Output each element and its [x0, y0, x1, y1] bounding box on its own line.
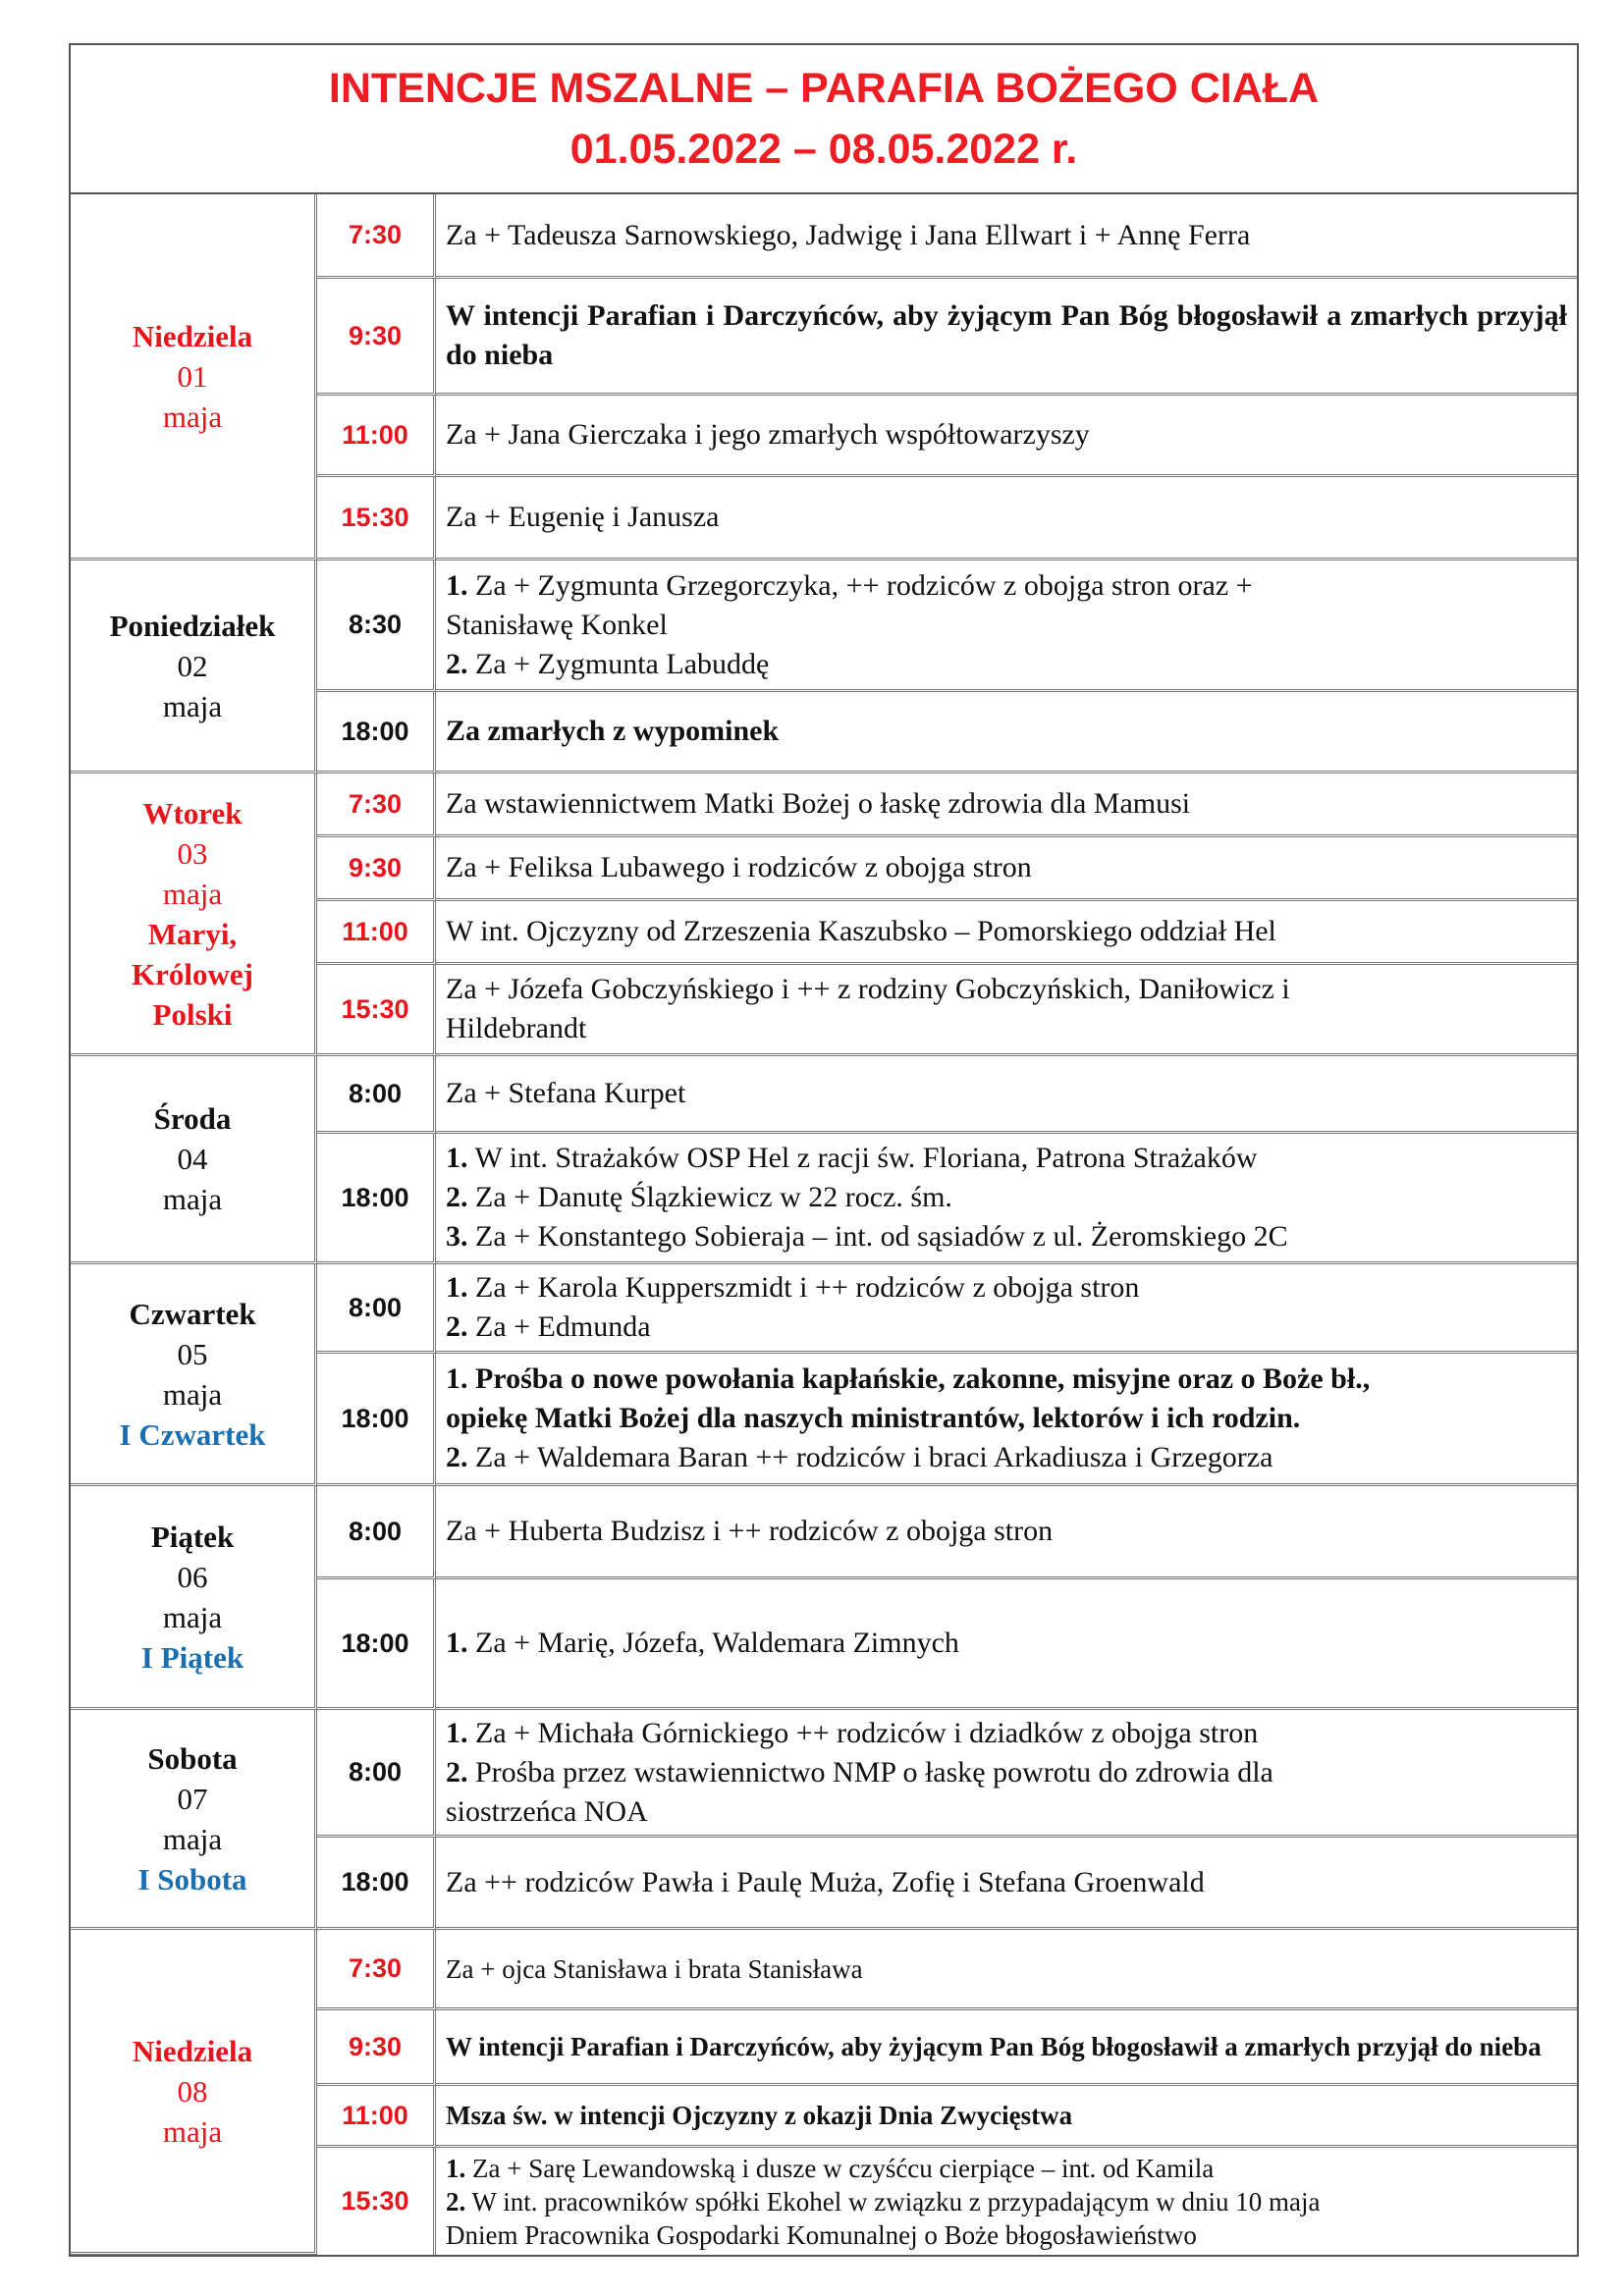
intention-text: Za + Karola Kupperszmidt i ++ rodziców z obojga stron: [467, 1271, 1140, 1304]
mass-intention: [436, 1710, 1577, 1838]
intention-text: Za + Jana Gierczaka i jego zmarłych współtowarzyszy: [446, 418, 1090, 451]
mass-time: 8:00: [317, 1486, 436, 1579]
day-number: 04: [177, 1142, 208, 1176]
day-cell: [71, 1264, 317, 1486]
mass-intention: [436, 1056, 1577, 1134]
mass-row: [71, 774, 1577, 837]
intention-line: [446, 1952, 1567, 1986]
intention-line: [446, 784, 1567, 824]
intention-number: 1.: [446, 1716, 468, 1749]
intention-line: [446, 2185, 1567, 2218]
mass-intention: [436, 774, 1577, 837]
mass-intention: [436, 1486, 1577, 1579]
mass-time: 8:00: [317, 1056, 436, 1134]
mass-intention: [436, 2086, 1577, 2148]
day-name: Środa: [153, 1101, 232, 1136]
intention-text: Hildebrandt: [446, 1012, 587, 1044]
day-name: Piątek: [150, 1519, 235, 1554]
intention-number: 2.: [446, 647, 468, 680]
feast-label: I Piątek: [140, 1639, 244, 1675]
day-name: Czwartek: [129, 1296, 256, 1331]
intention-line: [446, 1714, 1567, 1753]
intention-line: [446, 912, 1567, 951]
mass-intention: [436, 901, 1577, 965]
intention-number: 3.: [446, 1220, 468, 1253]
intention-line: [446, 1074, 1567, 1113]
mass-row: [71, 1486, 1577, 1579]
feast-label: I Czwartek: [119, 1416, 266, 1452]
mass-intention: [436, 1264, 1577, 1354]
intention-number: 2.: [446, 1755, 468, 1789]
day-cell: [71, 1486, 317, 1710]
intention-number: 2.: [446, 1441, 468, 1473]
mass-intention: [436, 477, 1577, 561]
schedule-table: [71, 194, 1577, 2255]
intention-text: W intencji Parafian i Darczyńców, aby żyjącym Pan Bóg błogosławił a zmarłych przyjął do nieba: [446, 299, 1567, 371]
day-number: 06: [177, 1559, 208, 1594]
intention-line: [446, 1512, 1567, 1551]
intention-line: [446, 645, 1567, 684]
mass-time: 11:00: [317, 396, 436, 477]
mass-row: [71, 1710, 1577, 1838]
intention-text: Za + Huberta Budzisz i ++ rodziców z obojga stron: [446, 1515, 1054, 1547]
mass-time: 18:00: [317, 692, 436, 774]
mass-time: 15:30: [317, 477, 436, 561]
day-month: maja: [162, 2113, 223, 2149]
mass-time: 8:00: [317, 1710, 436, 1838]
intentions-sheet: [69, 43, 1579, 2257]
intention-text: Za + Józefa Gobczyńskiego i ++ z rodziny Gobczyńskich, Daniłowicz i: [446, 973, 1290, 1005]
intention-line: [446, 296, 1567, 375]
mass-intention: [436, 561, 1577, 692]
intention-text: Za + Marię, Józefa, Waldemara Zimnych: [467, 1627, 959, 1659]
day-month: maja: [162, 1821, 223, 1856]
intention-text: Za + Sarę Lewandowską i dusze w czyśćcu cierpiące – int. od Kamila: [465, 2153, 1215, 2183]
intention-line: [446, 1308, 1567, 1347]
intention-text: Za + Danutę Ślązkiewicz w 22 rocz. śm.: [467, 1181, 952, 1213]
intention-text: Za + Waldemara Baran ++ rodziców i braci Arkadiusza i Grzegorza: [467, 1441, 1273, 1473]
intention-line: [446, 566, 1567, 606]
day-cell: [71, 1056, 317, 1264]
mass-row: [71, 561, 1577, 692]
intention-text: siostrzeńca NOA: [446, 1794, 648, 1828]
intention-line: [446, 970, 1567, 1009]
intention-line: [446, 1268, 1567, 1308]
intention-line: [446, 848, 1567, 887]
day-month: maja: [162, 1182, 223, 1216]
day-number: 01: [177, 358, 208, 394]
intention-number: 1.: [446, 568, 468, 602]
mass-time: 9:30: [317, 279, 436, 396]
mass-intention: [436, 1838, 1577, 1930]
intention-text: Prośba o nowe powołania kapłańskie, zakonne, misyjne oraz o Boże bł.,: [467, 1362, 1371, 1395]
mass-time: 11:00: [317, 901, 436, 965]
intention-line: [446, 2218, 1567, 2252]
intention-text: W int. Strażaków OSP Hel z racji św. Floriana, Patrona Strażaków: [467, 1142, 1258, 1174]
intention-text: Za zmarłych z wypominek: [446, 715, 780, 747]
mass-intention: [436, 396, 1577, 477]
mass-time: 7:30: [317, 194, 436, 279]
mass-intention: [436, 279, 1577, 396]
mass-row: [71, 194, 1577, 279]
intention-line: [446, 1624, 1567, 1663]
intention-number: 2.: [446, 1310, 468, 1343]
mass-row: [71, 1930, 1577, 2010]
intention-text: Za + Eugenię i Janusza: [446, 501, 720, 533]
mass-intention: [436, 1354, 1577, 1486]
intention-text: W int. pracowników spółki Ekohel w związku z przypadającym w dniu 10 maja: [465, 2186, 1321, 2216]
intention-text: Za + Zygmunta Grzegorczyka, ++ rodziców z obojga stron oraz +: [467, 568, 1253, 602]
day-cell: [71, 1710, 317, 1930]
day-month: maja: [162, 876, 223, 911]
feast-label: Maryi,: [147, 916, 238, 951]
intention-number: 1.: [446, 1362, 468, 1395]
mass-intention: [436, 1134, 1577, 1264]
intention-line: [446, 498, 1567, 537]
mass-time: 7:30: [317, 1930, 436, 2010]
intention-text: Msza św. w intencji Ojczyzny z okazji Dnia Zwycięstwa: [446, 2101, 1073, 2130]
day-name: Sobota: [147, 1740, 238, 1776]
mass-time: 18:00: [317, 1134, 436, 1264]
intention-line: [446, 1139, 1567, 1178]
day-month: maja: [162, 1599, 223, 1634]
intention-line: [446, 2030, 1567, 2063]
intention-line: [446, 2099, 1567, 2132]
intention-number: 2.: [446, 2186, 466, 2216]
mass-intention: [436, 2148, 1577, 2255]
intention-text: W intencji Parafian i Darczyńców, aby żyjącym Pan Bóg błogosławił a zmarłych przyjął do nieba: [446, 2032, 1542, 2061]
mass-time: 15:30: [317, 2148, 436, 2255]
intention-line: [446, 1753, 1567, 1792]
day-number: 07: [177, 1781, 208, 1816]
day-month: maja: [162, 688, 223, 723]
intention-text: Za + Stefana Kurpet: [446, 1077, 686, 1109]
mass-intention: [436, 2010, 1577, 2086]
intention-number: 2.: [446, 1181, 468, 1213]
day-name: Niedziela: [132, 318, 253, 353]
mass-row: [71, 1056, 1577, 1134]
day-number: 02: [177, 648, 208, 683]
title-line-1: INTENCJE MSZALNE – PARAFIA BOŻEGO CIAŁA: [328, 65, 1320, 112]
intention-text: Za + Michała Górnickiego ++ rodziców i dziadków z obojga stron: [467, 1716, 1259, 1749]
feast-label: I Sobota: [137, 1861, 247, 1896]
intention-number: 1.: [446, 1627, 468, 1659]
mass-time: 9:30: [317, 2010, 436, 2086]
mass-intention: [436, 692, 1577, 774]
intention-text: Stanisławę Konkel: [446, 608, 668, 641]
intention-line: [446, 1792, 1567, 1832]
intention-line: [446, 606, 1567, 645]
mass-time: 8:30: [317, 561, 436, 692]
intention-text: Za + Zygmunta Labuddę: [467, 647, 770, 680]
feast-label: Królowej: [132, 956, 253, 991]
day-cell: [71, 561, 317, 774]
mass-time: 8:00: [317, 1264, 436, 1354]
intention-line: [446, 216, 1567, 255]
intention-text: Za + ojca Stanisława i brata Stanisława: [446, 1953, 863, 1984]
intention-number: 1.: [446, 1271, 468, 1304]
mass-time: 18:00: [317, 1579, 436, 1710]
day-number: 05: [177, 1336, 208, 1371]
day-month: maja: [162, 399, 223, 434]
day-cell: [71, 1930, 317, 2255]
day-name: Niedziela: [132, 2033, 253, 2068]
mass-intention: [436, 965, 1577, 1056]
day-month: maja: [162, 1376, 223, 1412]
intention-text: Dniem Pracownika Gospodarki Komunalnej o Boże błogosławieństwo: [446, 2219, 1197, 2250]
intention-number: 1.: [446, 1142, 468, 1174]
mass-intention: [436, 194, 1577, 279]
feast-label: Polski: [152, 996, 233, 1032]
mass-time: 18:00: [317, 1354, 436, 1486]
mass-time: 18:00: [317, 1838, 436, 1930]
intention-line: [446, 1863, 1567, 1902]
intention-line: [446, 1360, 1567, 1399]
intention-line: [446, 1009, 1567, 1048]
intention-text: Za + Konstantego Sobieraja – int. od sąsiadów z ul. Żeromskiego 2C: [467, 1220, 1288, 1253]
mass-time: 7:30: [317, 774, 436, 837]
intention-text: Za + Edmunda: [467, 1310, 651, 1343]
mass-time: 9:30: [317, 837, 436, 901]
day-name: Poniedziałek: [109, 608, 276, 643]
intention-text: Za ++ rodziców Pawła i Paulę Muża, Zofię i Stefana Groenwald: [446, 1865, 1205, 1898]
intention-text: opiekę Matki Bożej dla naszych ministrantów, lektorów i ich rodzin.: [446, 1402, 1301, 1434]
day-number: 08: [177, 2073, 208, 2109]
mass-intention: [436, 1930, 1577, 2010]
intention-line: [446, 415, 1567, 454]
day-name: Wtorek: [142, 795, 243, 830]
day-cell: [71, 774, 317, 1056]
day-cell: [71, 194, 317, 561]
intention-line: [446, 2152, 1567, 2185]
intention-text: Prośba przez wstawiennictwo NMP o łaskę powrotu do zdrowia dla: [467, 1755, 1273, 1789]
intention-text: W int. Ojczyzny od Zrzeszenia Kaszubsko – Pomorskiego oddział Hel: [446, 915, 1276, 947]
intention-line: [446, 1217, 1567, 1256]
intention-text: Za wstawiennictwem Matki Bożej o łaskę zdrowia dla Mamusi: [446, 787, 1191, 820]
mass-row: [71, 1264, 1577, 1354]
title-line-2: 01.05.2022 – 08.05.2022 r.: [569, 126, 1078, 173]
intention-line: [446, 1438, 1567, 1477]
intention-number: 1.: [446, 2153, 466, 2183]
page-title: [71, 45, 1577, 194]
intention-text: Za + Feliksa Lubawego i rodziców z obojga stron: [446, 851, 1032, 883]
day-number: 03: [177, 835, 208, 871]
intention-line: [446, 712, 1567, 751]
mass-time: 11:00: [317, 2086, 436, 2148]
intention-line: [446, 1178, 1567, 1217]
mass-time: 15:30: [317, 965, 436, 1056]
mass-intention: [436, 837, 1577, 901]
mass-intention: [436, 1579, 1577, 1710]
intention-line: [446, 1399, 1567, 1438]
intention-text: Za + Tadeusza Sarnowskiego, Jadwigę i Jana Ellwart i + Annę Ferra: [446, 218, 1251, 251]
